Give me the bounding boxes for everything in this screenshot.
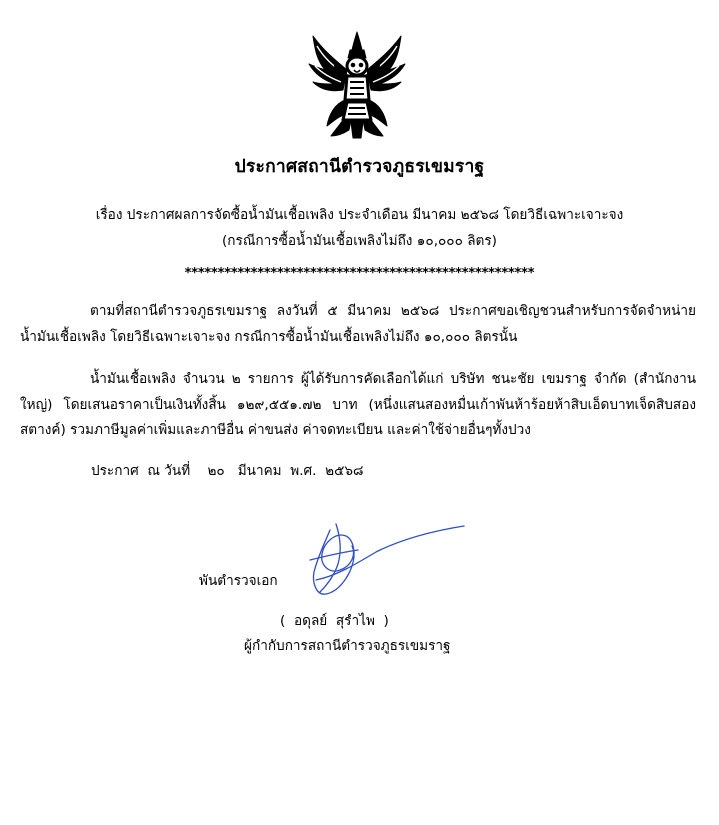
body-paragraph-1: ตามที่สถานีตำรวจภูธรเขมราฐ ลงวันที่ ๕ มีนาคม ๒๕๖๘ ประกาศขอเชิญชวนสำหรับการจัดจำหน่าย น้ำมันเชื้อเพลิง โดยวิธีเฉพาะเจาะจง กรณีการซื้อน้ำมันเชื้อเพลิงไม่ถึง ๑๐,๐๐๐ ลิตรนั้น — [20, 303, 696, 345]
signer-rank: พันตำรวจเอก — [199, 573, 278, 589]
signer-name: ( อดุลย์ สุรำไพ ) — [280, 613, 389, 629]
announcement-title: ประกาศสถานีตำรวจภูธรเขมราฐ — [234, 157, 485, 177]
announcement-subject: เรื่อง ประกาศผลการจัดซื้อน้ำมันเชื้อเพลิง ประจำเดือน มีนาคม ๒๕๖๘ โดยวิธีเฉพาะเจาะจง — [95, 207, 624, 223]
announcement-date: ประกาศ ณ วันที่ ๒๐ มีนาคม พ.ศ. ๒๕๖๘ — [91, 463, 364, 479]
body-paragraph-2: น้ำมันเชื้อเพลิง จำนวน ๒ รายการ ผู้ได้รับการคัดเลือกได้แก่ บริษัท ชนะชัย เขมราฐ จำกัด (สำนักงานใหญ่) โดยเสนอราคาเป็นเงินทั้งสิ้น ๑๒๙,๕๕๑.๗๒ บาท (หนึ่งแสนสองหมื่นเก้าพันห้าร้อยห้าสิบเอ็ดบาทเจ็ดสิบสองสตางค์) รวมภาษีมูลค่าเพิ่มและภาษีอื่น ค่าขนส่ง ค่าจดทะเบียน และค่าใช้จ่ายอื่นๆทั้งปวง — [20, 371, 696, 438]
announcement-subject-note: (กรณีการซื้อน้ำมันเชื้อเพลิงไม่ถึง ๑๐,๐๐๐ ลิตร) — [221, 233, 497, 249]
handwritten-signature — [296, 520, 468, 600]
garuda-emblem-icon — [305, 30, 409, 142]
signer-position: ผู้กำกับการสถานีตำรวจภูธรเขมราฐ — [244, 638, 451, 654]
separator-line: ***************************************************** — [184, 266, 535, 281]
